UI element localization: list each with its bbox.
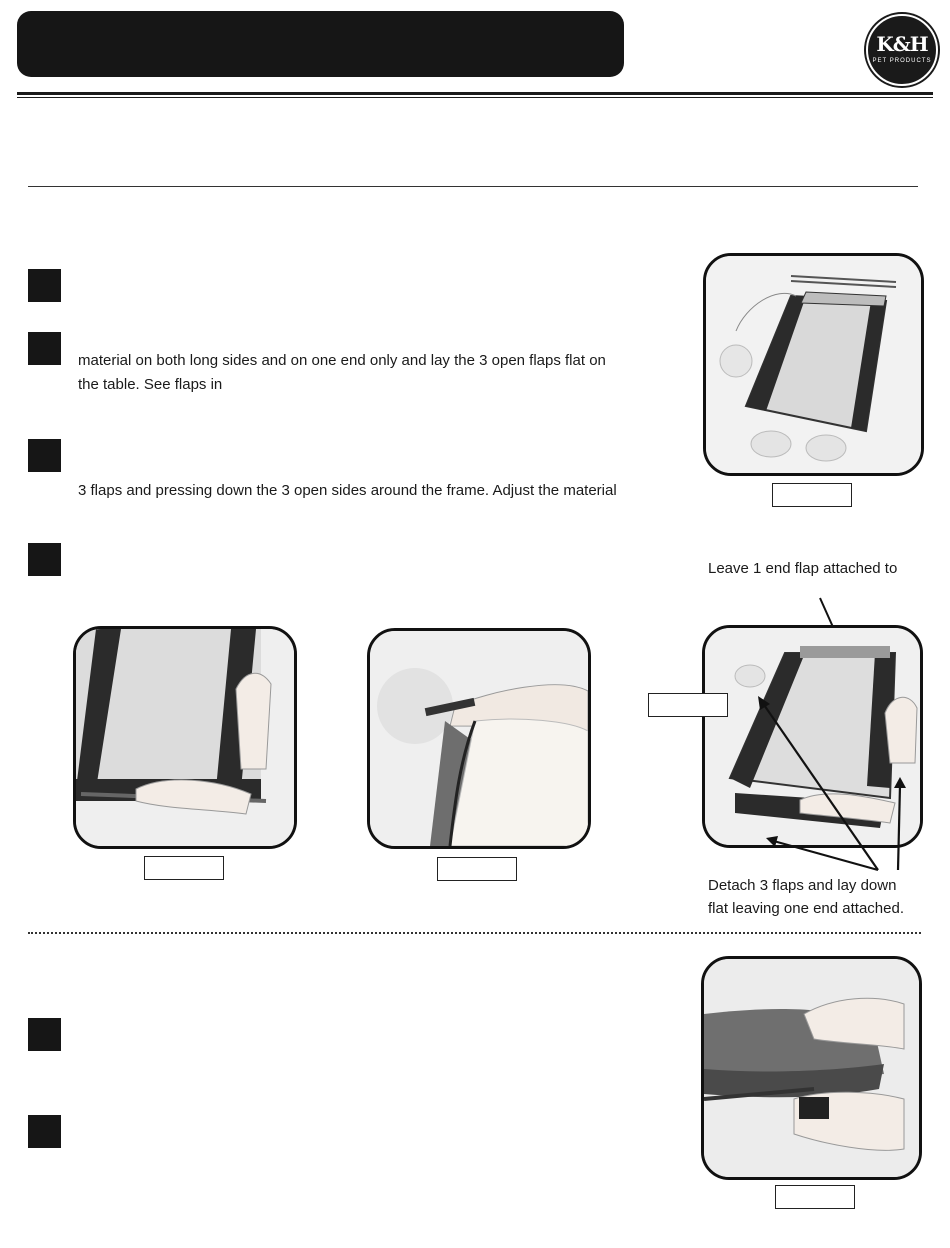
hands-frame-illustration xyxy=(76,629,294,846)
step2-text-line1: material on both long sides and on one end only and lay the 3 open flaps flat on xyxy=(78,352,606,369)
bed-frame-illustration xyxy=(706,256,921,473)
section-rule xyxy=(28,186,918,187)
step-box-6 xyxy=(28,1115,61,1148)
logo-mark: K&H xyxy=(876,32,928,56)
figure-label-box xyxy=(144,856,224,880)
header-rule xyxy=(17,92,933,95)
photo-hand-flap xyxy=(367,628,591,849)
step-box-4 xyxy=(28,543,61,576)
photo-bed-frame xyxy=(703,253,924,476)
figure-label-box xyxy=(437,857,517,881)
step-box-1 xyxy=(28,269,61,302)
step2-text-line2: the table. See flaps in xyxy=(78,376,223,393)
photo-cushion xyxy=(701,956,922,1180)
photo-hands-frame xyxy=(73,626,297,849)
hand-flap-illustration xyxy=(370,631,588,846)
logo-subtext: PET PRODUCTS xyxy=(872,58,932,64)
title-bar xyxy=(17,11,624,77)
figure-label-box xyxy=(772,483,852,507)
step-box-3 xyxy=(28,439,61,472)
callout-arrows-icon xyxy=(700,690,930,880)
callout-detach-line2: flat leaving one end attached. xyxy=(708,900,904,917)
callout-leave-flap: Leave 1 end flap attached to xyxy=(708,560,898,577)
step-box-5 xyxy=(28,1018,61,1051)
kh-logo xyxy=(866,14,938,86)
step-box-2 xyxy=(28,332,61,365)
section-divider-dotted xyxy=(28,932,921,934)
step3-text-line1: 3 flaps and pressing down the 3 open sides around the frame. Adjust the material xyxy=(78,482,617,499)
figure-label-box xyxy=(775,1185,855,1209)
cushion-illustration xyxy=(704,959,919,1177)
header-rule-thin xyxy=(17,97,933,98)
callout-detach-line1: Detach 3 flaps and lay down xyxy=(708,877,897,894)
